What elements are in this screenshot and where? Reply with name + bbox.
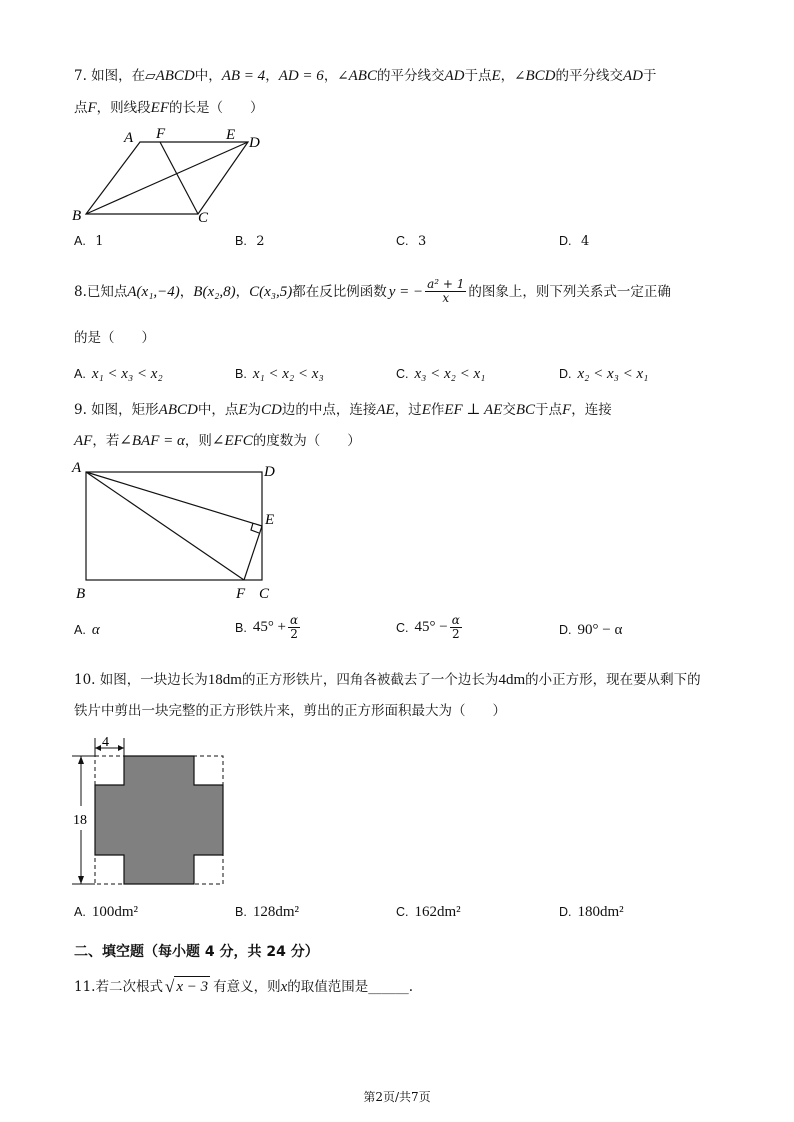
label-f: F xyxy=(156,126,166,142)
q8-line1: 8. 已知点 A(x₁,−4) ， B(x₂,8) ， C(x₃,5) 都在反比例函数 y = − $\frac{\text{a² + 1}}{x}$ 的图象上，则下列关系式一定正确 xyxy=(74,277,671,305)
label-e: E xyxy=(265,512,275,528)
rectangle-abcd xyxy=(86,472,262,580)
q7-option-c[interactable]: C. 3 xyxy=(396,234,427,249)
q11-line1: 11. 若二次根式 √ x − 3 有意义，则 x 的取值范围是______. xyxy=(74,976,414,996)
label-c: C xyxy=(198,210,209,226)
q8-option-d[interactable]: D. x₂ < x₃ < x₁ xyxy=(559,366,649,382)
label-f: F xyxy=(236,586,246,602)
segment-ae xyxy=(86,472,262,526)
sqrt-sign: √ xyxy=(164,976,175,996)
q7-option-b[interactable]: B. 2 xyxy=(235,234,265,249)
q7-line1: 7. 如图，在▱ABCD中，AB = 4，AD = 6，∠ABC的平分线交AD于点E，∠BCD的平分线交AD于 xyxy=(74,68,657,84)
label-c: C xyxy=(259,586,270,602)
label-a: A xyxy=(124,130,134,146)
q8-function-fraction: $\frac{\text{a² + 1}}{x}$ xyxy=(427,277,465,305)
label-e: E xyxy=(226,127,236,143)
q9-option-a[interactable]: A. α xyxy=(74,622,100,638)
q10-option-c[interactable]: C. 162dm² xyxy=(396,904,461,920)
q7-option-a[interactable]: A. 1 xyxy=(74,234,104,249)
q9-line2: AF，若∠BAF = α，则∠EFC的度数为（ ） xyxy=(74,433,361,449)
label-d: D xyxy=(264,464,275,480)
label-a: A xyxy=(72,460,82,476)
q10-option-b[interactable]: B. 128dm² xyxy=(235,904,299,920)
q7-parallelogram-figure xyxy=(60,122,280,232)
page-footer: 第2页/共7页 xyxy=(363,1090,431,1104)
label-b: B xyxy=(72,208,82,224)
label-b: B xyxy=(76,586,86,602)
q10-line1: 10. 如图，一块边长为18dm的正方形铁片，四角各被截去了一个边长为4dm的小正方形，现在要从剩下的 xyxy=(74,672,701,688)
q9-line1: 9. 如图，矩形ABCD中，点E为CD边的中点，连接AE，过E作EF ⊥ AE交BC于点F，连接 xyxy=(74,402,612,418)
q8-line2: 的是（ ） xyxy=(74,330,155,346)
q9-rectangle-figure xyxy=(60,456,290,606)
remaining-cross-shape xyxy=(95,756,223,884)
q8-option-c[interactable]: C. x₃ < x₂ < x₁ xyxy=(396,366,486,382)
q8-option-b[interactable]: B. x₁ < x₂ < x₃ xyxy=(235,366,324,382)
q9-option-b[interactable]: B. 45° + $\frac{\alpha}{2}$ xyxy=(235,613,299,641)
section-2-heading: 二、填空题（每小题 4 分，共 24 分） xyxy=(74,944,319,960)
q9-option-c[interactable]: C. 45° − $\frac{\alpha}{2}$ xyxy=(396,613,460,641)
q10-line2: 铁片中剪出一块完整的正方形铁片来，剪出的正方形面积最大为（ ） xyxy=(74,703,506,719)
segment-ef xyxy=(244,526,262,580)
q10-option-d[interactable]: D. 180dm² xyxy=(559,904,624,920)
q7-line2: 点F，则线段EF的长是（ ） xyxy=(74,100,264,116)
q8-option-a[interactable]: A. x₁ < x₃ < x₂ xyxy=(74,366,163,382)
label-d: D xyxy=(249,135,260,151)
q7-option-d[interactable]: D. 4 xyxy=(559,234,590,249)
dim-18-label: 18 xyxy=(73,813,87,828)
segment-af xyxy=(86,472,244,580)
q9-option-d[interactable]: D. 90° − α xyxy=(559,622,623,638)
q10-option-a[interactable]: A. 100dm² xyxy=(74,904,138,920)
q10-cross-figure xyxy=(64,728,234,888)
dim-4-label: 4 xyxy=(102,735,109,750)
